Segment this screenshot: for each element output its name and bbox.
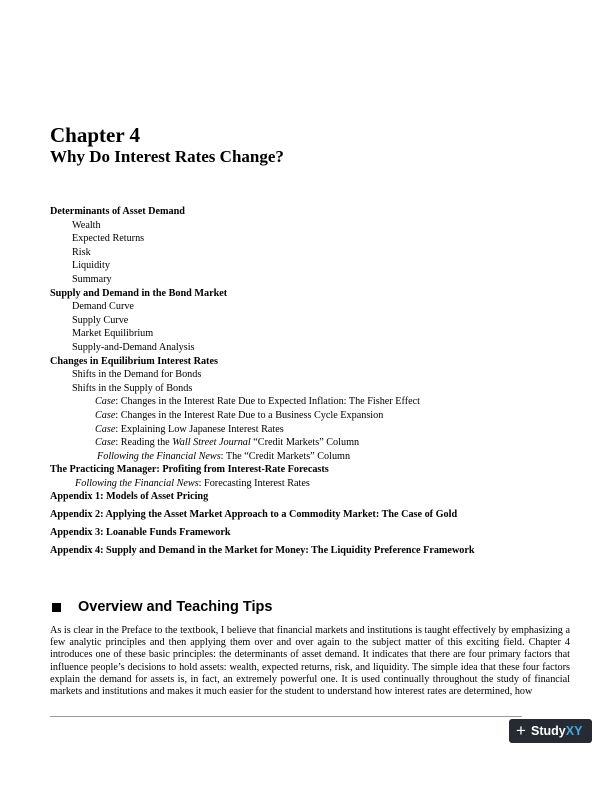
following-text: : Forecasting Interest Rates	[198, 477, 310, 489]
toc-item: Shifts in the Supply of Bonds	[72, 382, 193, 394]
chapter-title: Why Do Interest Rates Change?	[50, 147, 284, 166]
toc-heading-determinants: Determinants of Asset Demand	[50, 206, 185, 217]
toc-item: Wealth	[72, 219, 101, 231]
toc-heading-bond-market: Supply and Demand in the Bond Market	[50, 287, 228, 299]
toc-appendix: Appendix 1: Models of Asset Pricing	[50, 491, 209, 503]
square-bullet-icon	[52, 603, 61, 612]
toc-item: Market Equilibrium	[72, 328, 154, 340]
toc-appendix: Appendix 4: Supply and Demand in the Market for Money: The Liquidity Preference Framework	[50, 545, 475, 557]
toc-appendix: Appendix 2: Applying the Asset Market Approach to a Commodity Market: The Case of Gold	[50, 509, 458, 521]
toc-item: Demand Curve	[72, 301, 134, 313]
toc-case-wsj	[50, 436, 590, 450]
footer-divider	[50, 716, 522, 717]
overview-heading	[50, 598, 272, 616]
toc-appendix: Appendix 3: Loanable Funds Framework	[50, 527, 231, 539]
toc-item: Risk	[72, 246, 91, 258]
brand-study: Study	[531, 724, 566, 738]
case-label: Case	[95, 437, 116, 449]
chapter-number: Chapter 4	[50, 123, 141, 147]
following-label: Following the Financial News	[75, 477, 199, 489]
case-text: : Reading the	[115, 437, 173, 449]
toc-item: Summary	[72, 273, 112, 285]
toc-heading-changes: Changes in Equilibrium Interest Rates	[50, 355, 218, 367]
case-label: Case	[95, 396, 116, 408]
toc-following-news	[50, 450, 590, 464]
table-of-contents	[50, 205, 590, 558]
toc-case	[50, 409, 590, 423]
toc-item: Shifts in the Demand for Bonds	[72, 369, 202, 381]
plus-icon: +	[516, 721, 526, 740]
toc-item: Expected Returns	[72, 233, 145, 245]
toc-following-news	[50, 477, 590, 491]
toc-heading-practicing: The Practicing Manager: Profiting from Interest-Rate Forecasts	[50, 464, 329, 476]
toc-item: Liquidity	[72, 260, 110, 272]
studyxy-watermark	[509, 719, 592, 743]
case-label: Case	[95, 409, 116, 421]
toc-case	[50, 395, 590, 409]
following-label: Following the Financial News	[97, 450, 221, 462]
following-text: : The “Credit Markets” Column	[220, 450, 351, 462]
case-text: “Credit Markets” Column	[250, 437, 360, 449]
toc-item: Supply-and-Demand Analysis	[72, 341, 195, 353]
case-text: : Changes in the Interest Rate Due to Expected Inflation: The Fisher Effect	[115, 396, 420, 408]
case-label: Case	[95, 423, 116, 435]
overview-paragraph: As is clear in the Preface to the textbook, I believe that financial markets and institutions is taught effectively by emphasizing a few analytic principles and then applying them over and over again to the subject matter of this exciting field. Chapter 4 introduces one of these basic principles: the determinants of asset demand. It indicates that there are four primary factors that influence people’s decisions to hold assets: wealth, expected returns, risk, and liquidity. The simple idea that these four factors explain the demand for assets is, in fact, an extremely powerful one. It is used continually throughout the study of financial markets and institutions and makes it much easier for the student to understand how interest rates are determined, how	[50, 625, 570, 698]
case-text: : Changes in the Interest Rate Due to a Business Cycle Expansion	[115, 409, 384, 421]
case-text: : Explaining Low Japanese Interest Rates	[115, 423, 284, 435]
brand-xy: XY	[565, 724, 583, 738]
toc-item: Supply Curve	[72, 314, 129, 326]
overview-heading-text: Overview and Teaching Tips	[78, 599, 273, 615]
toc-case	[50, 423, 590, 437]
journal-title: Wall Street Journal	[172, 437, 251, 449]
